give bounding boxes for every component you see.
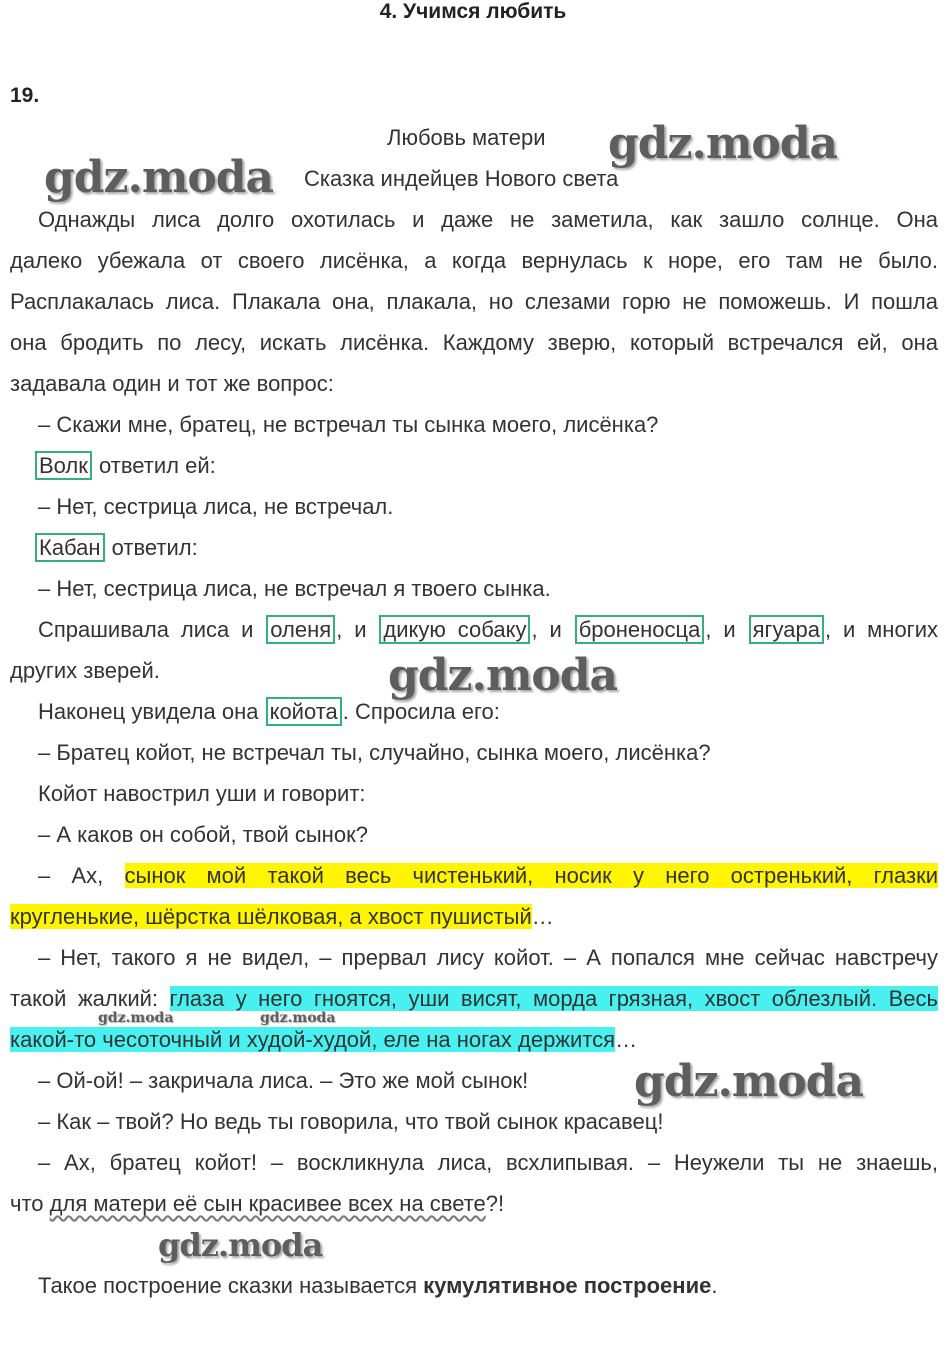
text-line: Койот навострил уши и говорит:: [38, 781, 366, 806]
story-subtitle: Сказка индейцев Нового света: [304, 166, 619, 191]
watermark: gdz.moda: [388, 650, 618, 701]
story-title: Любовь матери: [387, 125, 546, 150]
dialogue-line: – Ах, сынок мой такой весь чистенький, носик у него остренький, глазки: [38, 863, 938, 888]
boxed-word: койота: [266, 697, 342, 726]
dialogue-line: – Ой-ой! – закричала лиса. – Это же мой сынок!: [38, 1068, 529, 1093]
section-title: 4. Учимся любить: [379, 0, 567, 23]
wavy-underlined-text: для матери её сын красивее всех на свете: [49, 1191, 486, 1216]
watermark: gdz.moda: [634, 1056, 864, 1107]
text-line: какой-то чесоточный и худой-худой, еле на ногах держится…: [10, 1027, 638, 1052]
text-line: Спрашивала лиса и оленя , и дикую собаку , и броненосца , и ягуара , и многих: [38, 617, 938, 642]
dialogue-line: Волк ответил ей:: [34, 451, 216, 481]
text-line: Наконец увидела она койота . Спросила его:: [38, 699, 500, 724]
highlighted-text: сынок мой такой весь чистенький, носик у него остренький, глазки: [124, 863, 938, 888]
dialogue-line: – Нет, сестрица лиса, не встречал я твоего сынка.: [38, 576, 551, 601]
text-line: Расплакалась лиса. Плакала она, плакала, но слезами горю не поможешь. И пошла: [10, 289, 938, 314]
conclusion-term: кумулятивное построение: [423, 1273, 712, 1298]
dialogue-line: – Братец койот, не встречал ты, случайно, сынка моего, лисёнка?: [38, 740, 711, 765]
highlighted-text: какой-то чесоточный и худой-худой, еле на ногах держится: [10, 1027, 616, 1052]
conclusion: Такое построение сказки называется кумулятивное построение.: [38, 1273, 718, 1298]
text-line: она бродить по лесу, искать лисёнка. Каждому зверю, который встречался ей, она: [10, 330, 938, 355]
watermark: gdz.moda: [98, 1010, 174, 1026]
text-line: задавала один и тот же вопрос:: [10, 371, 334, 396]
dialogue-line: – Нет, такого я не видел, – прервал лису койот. – А попался мне сейчас навстречу: [38, 945, 938, 970]
watermark: gdz.moda: [608, 118, 838, 169]
watermark: gdz.moda: [260, 1010, 336, 1026]
boxed-word: броненосца: [575, 615, 705, 644]
dialogue-line: Кабан ответил:: [34, 533, 198, 563]
dialogue-line: – Нет, сестрица лиса, не встречал.: [38, 494, 394, 519]
highlighted-text: глаза у него гноятся, уши висят, морда грязная, хвост облезлый. Весь: [169, 986, 938, 1011]
exercise-number: 19.: [10, 84, 40, 107]
text-line: других зверей.: [10, 658, 160, 683]
dialogue-line: – А каков он собой, твой сынок?: [38, 822, 368, 847]
text-line: Однажды лиса долго охотилась и даже не заметила, как зашло солнце. Она: [38, 207, 938, 232]
text-line: кругленькие, шёрстка шёлковая, а хвост пушистый…: [10, 904, 554, 929]
watermark: gdz.moda: [44, 152, 274, 203]
boxed-word: дикую собаку: [379, 615, 530, 644]
dialogue-line: – Скажи мне, братец, не встречал ты сынка моего, лисёнка?: [38, 412, 659, 437]
watermark: gdz.moda: [158, 1226, 323, 1264]
boxed-word: Волк: [35, 451, 92, 480]
text-line: такой жалкий: глаза у него гноятся, уши висят, морда грязная, хвост облезлый. Весь: [10, 986, 938, 1011]
boxed-word: Кабан: [35, 533, 105, 562]
highlighted-text: кругленькие, шёрстка шёлковая, а хвост пушистый: [10, 904, 532, 929]
dialogue-line: – Как – твой? Но ведь ты говорила, что твой сынок красавец!: [38, 1109, 664, 1134]
boxed-word: оленя: [266, 615, 335, 644]
text-line: далеко убежала от своего лисёнка, а когда вернулась к норе, его там не было.: [10, 248, 938, 273]
boxed-word: ягуара: [749, 615, 824, 644]
dialogue-line: – Ах, братец койот! – воскликнула лиса, всхлипывая. – Неужели ты не знаешь,: [38, 1150, 938, 1175]
text-line: что для матери её сын красивее всех на свете?!: [10, 1191, 505, 1216]
